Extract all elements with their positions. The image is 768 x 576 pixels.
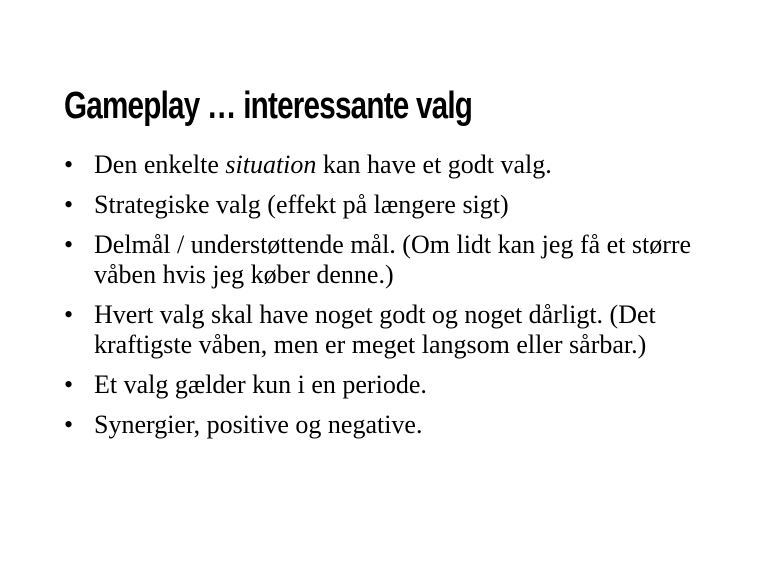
bullet-icon: • [64, 370, 74, 399]
bullet-text: Et valg gælder kun i en periode. [94, 370, 427, 399]
slide-title: Gameplay … interessante valg [64, 85, 473, 127]
bullet-text: Hvert valg skal have noget godt og noget dårligt. (Det kraftigste våben, men er meget langsom eller sårbar.) [94, 300, 656, 359]
bullet-text: Strategiske valg (effekt på længere sigt) [94, 190, 509, 219]
bullet-text: Synergier, positive og negative. [94, 410, 423, 439]
bullet-text: Delmål / understøttende mål. (Om lidt kan jeg få et større våben hvis jeg køber denne.) [94, 230, 692, 289]
bullet-text-emphasis: situation [225, 150, 317, 179]
bullet-item [64, 370, 724, 400]
bullet-icon: • [64, 300, 74, 329]
bullet-text-before: Den enkelte [94, 150, 226, 179]
bullet-icon: • [64, 230, 74, 259]
bullet-list [64, 150, 724, 450]
bullet-item [64, 190, 724, 220]
bullet-item [64, 230, 724, 290]
bullet-icon: • [64, 410, 74, 439]
bullet-item [64, 300, 724, 360]
bullet-item [64, 150, 724, 180]
bullet-icon: • [64, 150, 74, 179]
bullet-text-after: kan have et godt valg. [316, 150, 552, 179]
bullet-icon: • [64, 190, 74, 219]
bullet-item [64, 410, 724, 440]
